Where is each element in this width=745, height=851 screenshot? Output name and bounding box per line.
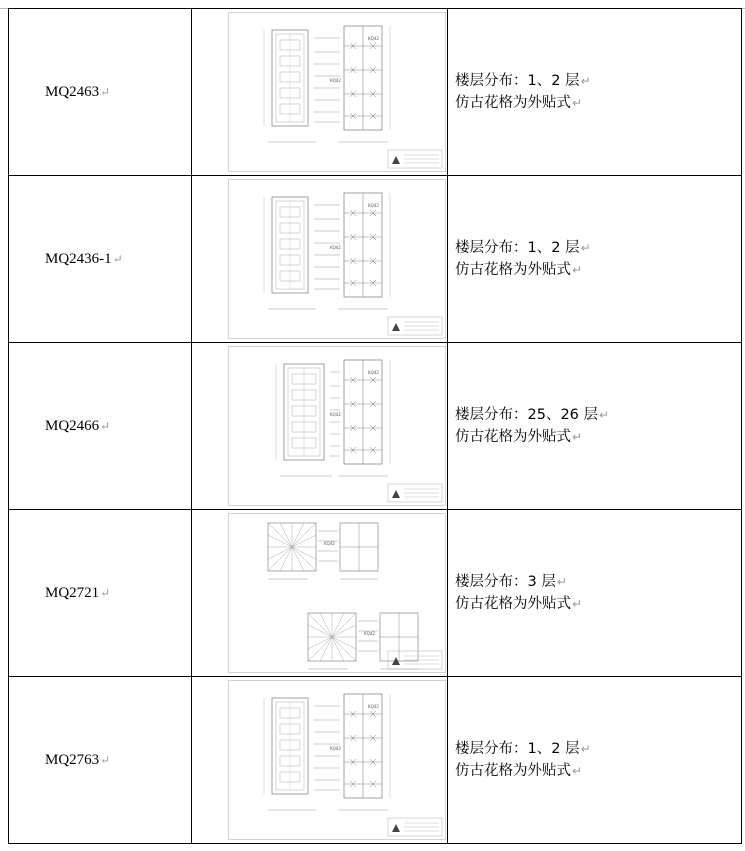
paragraph-mark: ↵ — [100, 585, 111, 600]
svg-text:KQ42: KQ42 — [330, 245, 341, 250]
note-text: 仿古花格为外贴式 — [455, 429, 571, 445]
svg-text:KQ42: KQ42 — [368, 370, 379, 375]
model-code-text: MQ2436-1 — [45, 250, 112, 267]
model-code-cell — [9, 9, 192, 176]
floor-distribution — [455, 571, 741, 593]
model-code-text: MQ2463 — [45, 83, 100, 100]
description — [448, 70, 741, 114]
svg-text:KQ42: KQ42 — [330, 78, 341, 83]
model-code-text: MQ2466 — [45, 417, 100, 434]
lattice-note — [455, 259, 741, 281]
description-cell — [448, 176, 742, 343]
svg-text:KQ42: KQ42 — [324, 541, 335, 546]
description-cell — [448, 343, 742, 510]
floor-distribution — [455, 237, 741, 259]
note-text: 仿古花格为外贴式 — [455, 262, 571, 278]
elevation-drawing — [228, 513, 446, 673]
drawing-table — [8, 8, 742, 844]
elevation-drawing — [228, 12, 446, 172]
elevation-drawing — [228, 346, 446, 506]
drawing-cell — [192, 343, 448, 510]
paragraph-mark: ↵ — [112, 251, 123, 266]
table-row — [9, 677, 742, 844]
floor-text: 楼层分布：1、2 层 — [455, 73, 580, 89]
drawing-cell — [192, 510, 448, 677]
paragraph-mark: ↵ — [556, 575, 567, 589]
note-text: 仿古花格为外贴式 — [455, 763, 571, 779]
elevation-drawing — [228, 179, 446, 339]
description — [448, 571, 741, 615]
svg-text:KQ42: KQ42 — [330, 412, 341, 417]
paragraph-mark: ↵ — [572, 263, 583, 277]
note-text: 仿古花格为外贴式 — [455, 596, 571, 612]
description — [448, 738, 741, 782]
floor-text: 楼层分布：1、2 层 — [455, 741, 580, 757]
paragraph-mark: ↵ — [572, 597, 583, 611]
svg-text:KQ42: KQ42 — [368, 203, 379, 208]
paragraph-mark: ↵ — [580, 74, 591, 88]
model-code-text: MQ2721 — [45, 584, 100, 601]
model-code-cell — [9, 343, 192, 510]
lattice-note — [455, 92, 741, 114]
paragraph-mark: ↵ — [580, 742, 591, 756]
drawing-cell — [192, 176, 448, 343]
model-code-cell — [9, 677, 192, 844]
model-code-cell — [9, 510, 192, 677]
floor-distribution — [455, 70, 741, 92]
table-row — [9, 343, 742, 510]
model-code — [9, 84, 191, 101]
description-cell — [448, 677, 742, 844]
floor-text: 楼层分布：3 层 — [455, 574, 556, 590]
model-code-text: MQ2763 — [45, 751, 100, 768]
note-text: 仿古花格为外贴式 — [455, 95, 571, 111]
model-code — [9, 752, 191, 769]
model-code — [9, 585, 191, 602]
description — [448, 237, 741, 281]
description-cell — [448, 510, 742, 677]
paragraph-mark: ↵ — [572, 764, 583, 778]
model-code — [9, 251, 191, 268]
model-code — [9, 418, 191, 435]
paragraph-mark: ↵ — [599, 408, 610, 422]
lattice-note — [455, 426, 741, 448]
floor-distribution — [455, 404, 741, 426]
description — [448, 404, 741, 448]
description-cell — [448, 9, 742, 176]
table-row — [9, 176, 742, 343]
svg-text:KQ42: KQ42 — [368, 704, 379, 709]
svg-text:KQ42: KQ42 — [364, 631, 375, 636]
lattice-note — [455, 593, 741, 615]
svg-text:KQ42: KQ42 — [368, 36, 379, 41]
paragraph-mark: ↵ — [100, 84, 111, 99]
paragraph-mark: ↵ — [100, 752, 111, 767]
paragraph-mark: ↵ — [572, 96, 583, 110]
drawing-cell — [192, 9, 448, 176]
paragraph-mark: ↵ — [100, 418, 111, 433]
floor-distribution — [455, 738, 741, 760]
paragraph-mark: ↵ — [572, 430, 583, 444]
floor-text: 楼层分布：1、2 层 — [455, 240, 580, 256]
model-code-cell — [9, 176, 192, 343]
paragraph-mark: ↵ — [580, 241, 591, 255]
lattice-note — [455, 760, 741, 782]
table-row — [9, 9, 742, 176]
svg-text:KQ42: KQ42 — [330, 746, 341, 751]
table-row — [9, 510, 742, 677]
elevation-drawing — [228, 680, 446, 840]
floor-text: 楼层分布：25、26 层 — [455, 407, 599, 423]
drawing-cell — [192, 677, 448, 844]
